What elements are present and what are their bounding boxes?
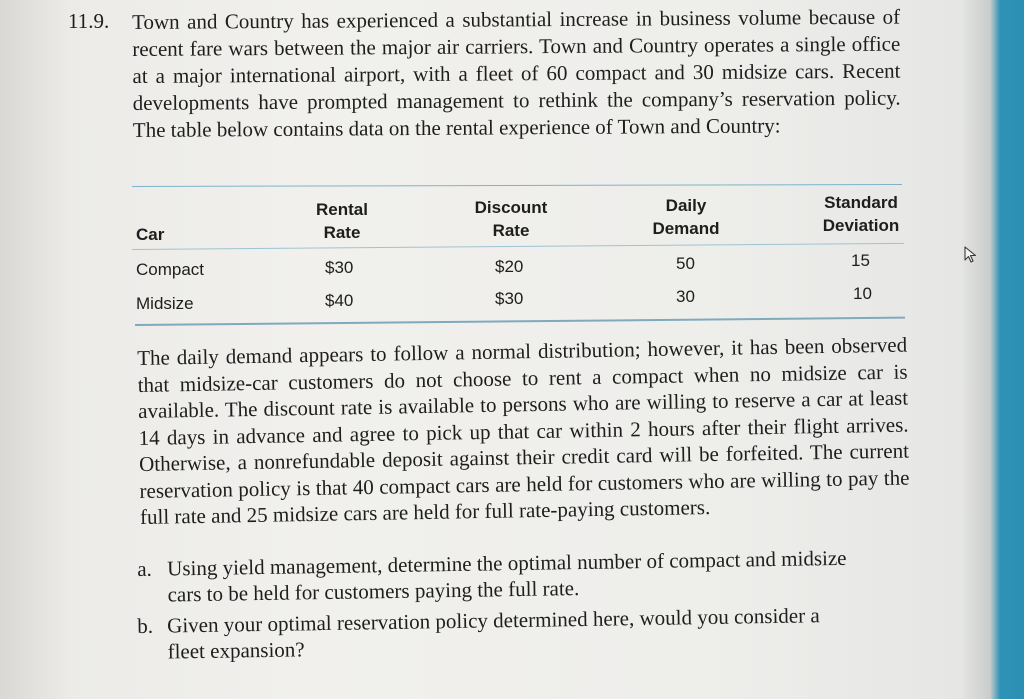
- cell-std-dev: 15: [851, 251, 870, 270]
- cell-discount-rate: $20: [495, 257, 524, 276]
- problem-intro: Town and Country has experienced a substantial increase in business volume because of recent fare wars between the major air carriers. Town and Country operates a single office at a major international airport, with a fleet of 60 compact and 30 midsize cars. Recent developments have prompted management to rethink the company’s reservation policy. The table below contains data on the rental experience of Town and Country:: [132, 4, 901, 142]
- cell-car: Midsize: [136, 294, 194, 313]
- cell-daily-demand: 30: [676, 287, 695, 306]
- header-discount-rate: Discount Rate: [474, 198, 548, 240]
- question-text: Given your optimal reservation policy determined here, would you consider a fleet expansion?: [167, 603, 820, 664]
- problem-body: The daily demand appears to follow a normal distribution; however, it has been observed that midsize-car customers do not choose to rent a compact when no midsize car is available. The discount rate is available to persons who are willing to reserve a car at least 14 days in advance and agree to pick up that car within 2 hours after their flight arrives. Otherwise, a nonrefundable deposit against their credit card will be forfeited. The current reservation policy is that 40 compact cars are held for customers who are willing to pay the full rate and 25 midsize cars are held for full rate-paying customers.: [137, 332, 910, 529]
- table-top-rule: [132, 184, 902, 187]
- problem-number: 11.9.: [68, 9, 110, 33]
- question-label: b.: [137, 613, 154, 638]
- cell-std-dev: 10: [853, 284, 872, 303]
- question-label: a.: [137, 556, 152, 581]
- header-rental-rate: Rental Rate: [316, 200, 368, 242]
- cell-rental-rate: $30: [325, 258, 354, 277]
- header-daily-demand: Daily Demand: [652, 196, 720, 238]
- question-text: Using yield management, determine the optimal number of compact and midsize cars to be held for customers paying the full rate.: [167, 545, 847, 607]
- cell-car: Compact: [136, 260, 205, 279]
- question-a: [137, 544, 917, 607]
- header-car: Car: [136, 225, 165, 244]
- cell-discount-rate: $30: [495, 289, 524, 308]
- cell-daily-demand: 50: [676, 254, 695, 273]
- table-header-rule: [132, 243, 904, 250]
- header-standard-deviation: Standard Deviation: [822, 193, 900, 235]
- mouse-pointer-icon: [963, 245, 979, 265]
- table-bottom-rule: [135, 317, 905, 326]
- cell-rental-rate: $40: [325, 291, 354, 310]
